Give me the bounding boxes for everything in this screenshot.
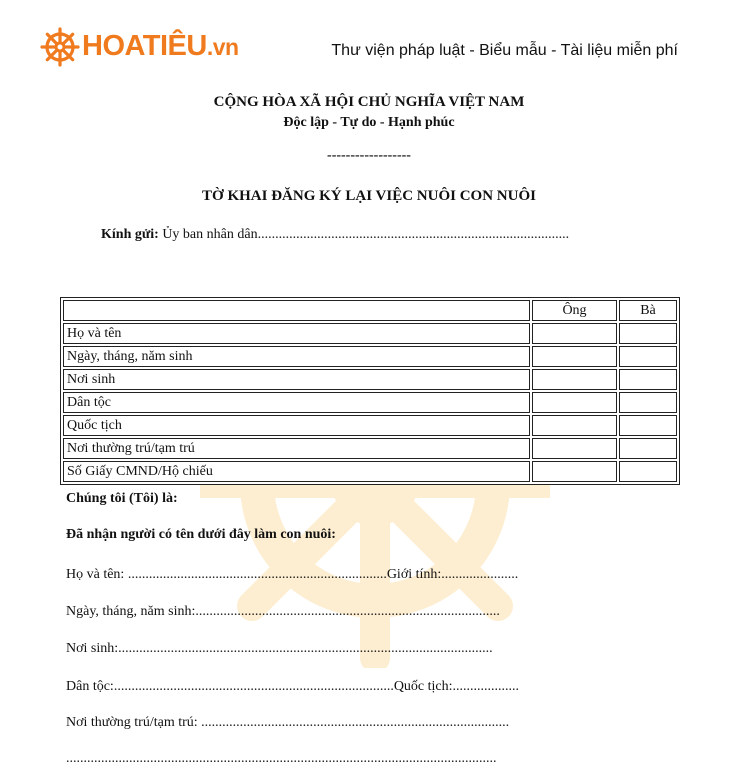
recipient-line — [101, 227, 569, 243]
form-title: TỜ KHAI ĐĂNG KÝ LẠI VIỆC NUÔI CON NUÔI — [202, 188, 536, 204]
table-row — [63, 415, 677, 436]
row-label: Số Giấy CMND/Hộ chiếu — [63, 461, 530, 482]
ong-cell[interactable] — [532, 415, 617, 436]
row-label: Nơi thường trú/tạm trú — [63, 438, 530, 459]
table-header-blank — [63, 300, 530, 321]
ba-cell[interactable] — [619, 369, 677, 390]
adoptee-residence-extra-field[interactable]: ........................................................................................................................... — [66, 751, 497, 766]
recipient-label: Kính gửi: — [101, 227, 159, 242]
site-logo[interactable] — [40, 26, 239, 67]
ba-cell[interactable] — [619, 323, 677, 344]
ship-wheel-icon — [40, 27, 80, 67]
adoptee-birthplace-field[interactable]: Nơi sinh:........................................................................................................... — [66, 641, 493, 656]
table-header-row — [63, 300, 677, 321]
logo-domain-suffix: .vn — [206, 34, 239, 60]
ong-cell[interactable] — [532, 392, 617, 413]
ong-cell[interactable] — [532, 346, 617, 367]
row-label: Ngày, tháng, năm sinh — [63, 346, 530, 367]
applicant-heading: Chúng tôi (Tôi) là: — [66, 491, 178, 506]
table-row — [63, 392, 677, 413]
recipient-field[interactable]: Ủy ban nhân dân......................................................................................... — [158, 227, 570, 242]
logo-wordmark: HOATIÊU.vn — [82, 30, 239, 62]
ba-cell[interactable] — [619, 415, 677, 436]
table-row — [63, 438, 677, 459]
table-row — [63, 461, 677, 482]
row-label: Nơi sinh — [63, 369, 530, 390]
ba-cell[interactable] — [619, 346, 677, 367]
ba-cell[interactable] — [619, 461, 677, 482]
ong-cell[interactable] — [532, 369, 617, 390]
adoptee-name-field[interactable]: Họ và tên: ..........................................................................Giới tính:...................... — [66, 567, 519, 582]
national-title: CỘNG HÒA XÃ HỘI CHỦ NGHĨA VIỆT NAM — [213, 94, 525, 110]
row-label: Quốc tịch — [63, 415, 530, 436]
column-header-ba: Bà — [619, 300, 677, 321]
table-row — [63, 323, 677, 344]
ong-cell[interactable] — [532, 323, 617, 344]
adoptee-heading: Đã nhận người có tên dưới đây làm con nuôi: — [66, 527, 336, 542]
national-motto: Độc lập - Tự do - Hạnh phúc — [283, 115, 455, 130]
table-row — [63, 369, 677, 390]
title-separator: ------------------ — [327, 148, 411, 163]
adoptee-dob-field[interactable]: Ngày, tháng, năm sinh:....................................................................................... — [66, 604, 500, 619]
site-header — [0, 0, 738, 86]
table-row — [63, 346, 677, 367]
row-label: Họ và tên — [63, 323, 530, 344]
adoptee-ethnicity-field[interactable]: Dân tộc:................................................................................Quốc tịch:................... — [66, 679, 520, 694]
ba-cell[interactable] — [619, 392, 677, 413]
ong-cell[interactable] — [532, 438, 617, 459]
ong-cell[interactable] — [532, 461, 617, 482]
row-label: Dân tộc — [63, 392, 530, 413]
site-tagline: Thư viện pháp luật - Biểu mẫu - Tài liệu miễn phí — [331, 42, 678, 59]
ba-cell[interactable] — [619, 438, 677, 459]
parents-info-table — [60, 297, 680, 485]
adoptee-residence-field[interactable]: Nơi thường trú/tạm trú: ........................................................................................ — [66, 715, 510, 730]
column-header-ong: Ông — [532, 300, 617, 321]
